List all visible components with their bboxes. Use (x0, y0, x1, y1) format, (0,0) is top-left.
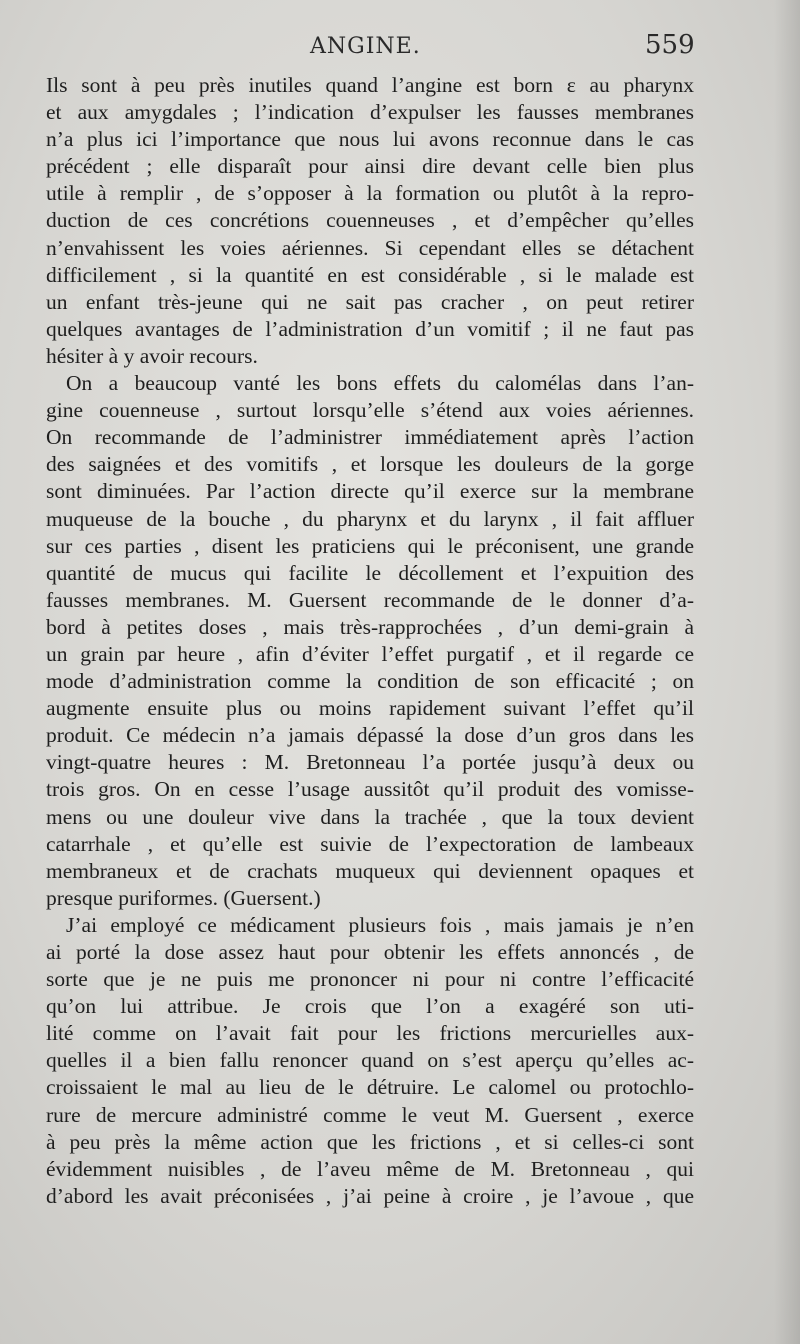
text-line: n’a plus ici l’importance que nous lui avons reconnue dans le cas (46, 127, 694, 152)
text-line: On recommande de l’administrer immédiatement après l’action (46, 425, 694, 450)
text-line: un enfant très-jeune qui ne sait pas cracher , on peut retirer (46, 289, 694, 314)
text-line: augmente ensuite plus ou moins rapidement suivant l’effet qu’il (46, 696, 694, 721)
text-line: presque puriformes. (Guersent.) (46, 885, 321, 910)
text-line: J’ai employé ce médicament plusieurs fois , mais jamais je n’en (66, 912, 694, 937)
text-line: duction de ces concrétions couenneuses , et d’empêcher qu’elles (46, 208, 694, 233)
text-line: et aux amygdales ; l’indication d’expulser les fausses membranes (46, 100, 694, 125)
text-line: Ils sont à peu près inutiles quand l’angine est born ɛ au pharynx (46, 73, 694, 97)
page-number: 559 (645, 30, 695, 60)
text-line: qu’on lui attribue. Je crois que l’on a exagéré son uti- (46, 994, 694, 1019)
text-line: trois gros. On en cesse l’usage aussitôt qu’il produit des vomisse- (46, 777, 694, 802)
text-line: gine couenneuse , surtout lorsqu’elle s’étend aux voies aériennes. (46, 398, 694, 423)
text-line: utile à remplir , de s’opposer à la formation ou plutôt à la repro- (46, 181, 694, 206)
running-head: ANGINE. (310, 34, 421, 59)
text-line: sorte que je ne puis me prononcer ni pour ni contre l’efficacité (46, 967, 694, 992)
text-line: sont diminuées. Par l’action directe qu’il exerce sur la membrane (46, 479, 694, 504)
text-line: un grain par heure , afin d’éviter l’effet purgatif , et il regarde ce (46, 641, 694, 666)
text-line: ai porté la dose assez haut pour obtenir les effets annoncés , de (46, 940, 694, 964)
text-line: bord à petites doses , mais très-rapprochées , d’un demi-grain à (46, 614, 694, 639)
text-line: produit. Ce médecin n’a jamais dépassé la dose d’un gros dans les (46, 723, 694, 748)
text-line: hésiter à y avoir recours. (46, 343, 258, 368)
body-text (46, 72, 694, 1210)
text-line: d’abord les avait préconisées , j’ai peine à croire , je l’avoue , que (46, 1183, 694, 1208)
page-edge-shadow (774, 0, 800, 1344)
text-line: lité comme on l’avait fait pour les frictions mercurielles aux- (46, 1021, 694, 1046)
text-line: précédent ; elle disparaît pour ainsi dire devant celle bien plus (46, 154, 694, 179)
text-line: vingt-quatre heures : M. Bretonneau l’a portée jusqu’à deux ou (46, 750, 694, 775)
text-line: mode d’administration comme la condition de son efficacité ; on (46, 669, 694, 694)
text-line: des saignées et des vomitifs , et lorsque les douleurs de la gorge (46, 452, 694, 477)
text-line: quantité de mucus qui facilite le décollement et l’expuition des (46, 560, 694, 585)
text-line: fausses membranes. M. Guersent recommande de le donner d’a- (46, 587, 694, 612)
text-line: à peu près la même action que les frictions , et si celles-ci sont (46, 1129, 694, 1154)
text-line: sur ces parties , disent les praticiens qui le préconisent, une grande (46, 533, 694, 558)
text-line: On a beaucoup vanté les bons effets du calomélas dans l’an- (66, 371, 694, 396)
text-line: catarrhale , et qu’elle est suivie de l’expectoration de lambeaux (46, 831, 694, 856)
text-line: quelques avantages de l’administration d’un vomitif ; il ne faut pas (46, 316, 694, 341)
text-line: membraneux et de crachats muqueux qui deviennent opaques et (46, 858, 694, 883)
page-header (0, 28, 800, 72)
text-line: évidemment nuisibles , de l’aveu même de M. Bretonneau , qui (46, 1156, 694, 1181)
text-line: quelles il a bien fallu renoncer quand on s’est aperçu qu’elles ac- (46, 1048, 694, 1073)
text-line: mens ou une douleur vive dans la trachée , que la toux devient (46, 804, 694, 829)
text-line: rure de mercure administré comme le veut M. Guersent , exerce (46, 1102, 694, 1127)
text-line: difficilement , si la quantité en est considérable , si le malade est (46, 262, 694, 287)
text-line: n’envahissent les voies aériennes. Si cependant elles se détachent (46, 235, 694, 260)
text-line: muqueuse de la bouche , du pharynx et du larynx , il fait affluer (46, 506, 694, 531)
text-line: croissaient le mal au lieu de le détruire. Le calomel ou protochlo- (46, 1075, 694, 1100)
